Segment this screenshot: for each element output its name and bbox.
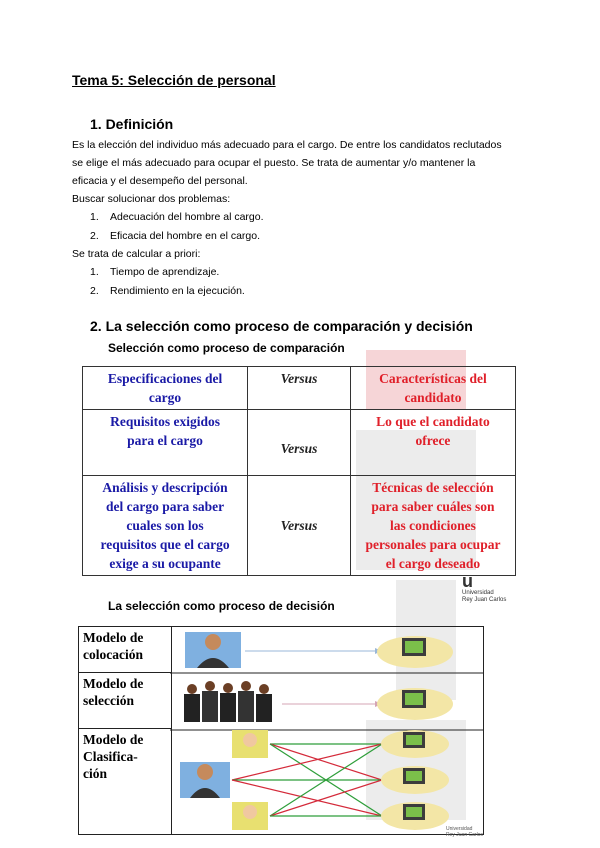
table-row [83,367,516,410]
computer-icon [377,688,453,720]
versus-cell: Versus [248,476,351,576]
model-label: Modelo de Clasifica- ción [79,729,172,835]
decision-illustration [170,626,484,838]
table-cell: Lo que el candidato ofrece [350,410,515,476]
table-cell: Características del candidato [350,367,515,410]
definition-paragraph [72,136,502,208]
table-cell: Técnicas de selección para saber cuáles son las condiciones personales para ocupar el cargo deseado [350,476,515,576]
group-people-icon [184,681,272,722]
versus-cell: Versus [248,410,351,476]
person-icon [180,762,230,798]
page-title: Tema 5: Selección de personal [72,72,276,88]
table-row [83,410,516,476]
person-icon [232,802,268,830]
computer-icon [381,730,449,758]
comparison-title: Selección como proceso de comparación [108,341,345,355]
model-label: Modelo de selección [79,673,172,729]
computer-icon [377,636,453,668]
para-line: Es la elección del individuo más adecuado para el cargo. De entre los candidatos reclutados [72,139,502,151]
person-icon [232,730,268,758]
person-icon [185,632,241,668]
section1-heading: 1. Definición [90,116,174,132]
comparison-table [82,366,516,576]
list-item: 1. Tiempo de aprendizaje. [90,266,220,278]
decision-title: La selección como proceso de decisión [108,599,335,613]
table-cell: Especificaciones del cargo [83,367,248,410]
list-item: 2. Rendimiento en la ejecución. [90,285,245,297]
university-logo-small: Universidad Rey Juan Carlos [446,826,483,838]
para-line: se elige el más adecuado para ocupar el puesto. Se trata de aumentar y/o mantener la [72,157,476,169]
section2-heading: 2. La selección como proceso de comparación y decisión [90,318,473,334]
computer-icon [381,766,449,794]
computer-icon [381,802,449,830]
table-cell: Análisis y descripción del cargo para saber cuales son los requisitos que el cargo exige a su ocupante [83,476,248,576]
list-item: 2. Eficacia del hombre en el cargo. [90,230,260,242]
university-logo: u Universidad Rey Juan Carlos [462,571,507,603]
model-label: Modelo de colocación [79,627,172,673]
intro-problems: Buscar solucionar dos problemas: [72,193,231,205]
list-item: 1. Adecuación del hombre al cargo. [90,211,264,223]
table-cell: Requisitos exigidos para el cargo [83,410,248,476]
table-row [83,476,516,576]
para-line: eficacia y el desempeño del personal. [72,175,248,187]
versus-cell: Versus [248,367,351,410]
intro-calculate: Se trata de calcular a priori: [72,248,201,260]
